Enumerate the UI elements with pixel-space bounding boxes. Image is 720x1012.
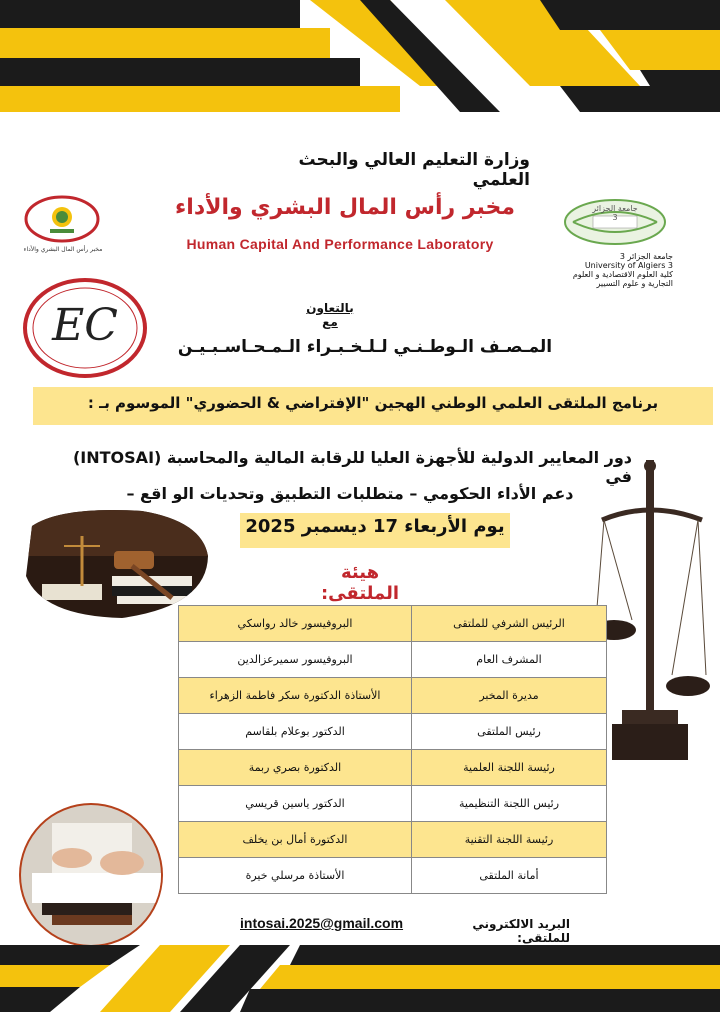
committee-member: الدكتور ياسين قريسي [179,786,412,822]
scales-of-justice-image [592,460,710,760]
committee-member: الدكتورة بصري ربمة [179,750,412,786]
lab-name-arabic: مخبر رأس المال البشري والأداء [175,195,515,220]
event-date: يوم الأربعاء 17 ديسمبر 2025 [245,516,505,537]
committee-member: البروفيسور خالد رواسكي [179,606,412,642]
committee-role: أمانة الملتقى [412,858,607,894]
signing-documents-image [12,803,170,947]
university-caption-line: جامعة الجزائر 3 [619,252,673,261]
program-banner: برنامج الملتقى العلمي الوطني الهجين "الإفتراضي & الحضوري" الموسوم بـ : [87,394,659,412]
table-row [179,750,607,786]
table-row [179,678,607,714]
top-stripe-decoration [0,0,720,112]
committee-role: المشرف العام [412,642,607,678]
committee-member: الدكتور بوعلام بلقاسم [179,714,412,750]
university-logo-text: جامعة الجزائر 3 [592,204,638,222]
table-row [179,786,607,822]
lab-logo-caption: مخبر رأس المال البشري والأداء [23,246,103,253]
committee-role: رئيسة اللجنة العلمية [412,750,607,786]
committee-role: رئيسة اللجنة التقنية [412,822,607,858]
university-caption-line: University of Algiers 3 [584,261,673,270]
gavel-image [22,506,210,620]
committee-role: مديرة المخبر [412,678,607,714]
university-caption [545,252,673,288]
committee-member: الأستاذة مرسلي خيرة [179,858,412,894]
committee-role: الرئيس الشرفي للملتقى [412,606,607,642]
bottom-stripe-decoration [0,945,720,1012]
lab-name-english: Human Capital And Performance Laboratory [186,236,494,252]
theme-line-2: دعم الأداء الحكومي – متطلبات التطبيق وتحديات الو اقع – [126,484,574,503]
table-row [179,642,607,678]
committee-title: هيئة الملتقى: [320,562,400,604]
partner-organization: المـصـف الـوطـنـي لـلـخـبـراء الـمـحـاسـبـيـن [177,337,553,357]
committee-role: رئيس اللجنة التنظيمية [412,786,607,822]
committee-member: الأستاذة الدكتورة سكر فاطمة الزهراء [179,678,412,714]
email-link[interactable]: intosai.2025@gmail.com [240,915,404,931]
committee-member: الدكتورة أمال بن يخلف [179,822,412,858]
ministry-title: وزارة التعليم العالي والبحث العلمي [298,150,530,190]
theme-line-1: دور المعايير الدولية للأجهزة العليا للرقابة المالية والمحاسبة (INTOSAI) في [72,448,632,486]
committee-table [178,605,607,894]
committee-member: البروفيسور سميرعزالدين [179,642,412,678]
ec-logo-text: EC [52,300,118,351]
collaboration-label: بالتعاون مع [306,301,354,329]
table-row [179,822,607,858]
university-caption-line: كلية العلوم الاقتصادية و العلوم [572,270,673,279]
table-row [179,606,607,642]
email-label: البريد الالكتروني للملتقى: [472,917,570,945]
table-row [179,714,607,750]
university-caption-line: التجارية و علوم التسيير [596,279,673,288]
table-row [179,858,607,894]
committee-role: رئيس الملتقى [412,714,607,750]
lab-logo [22,195,102,245]
